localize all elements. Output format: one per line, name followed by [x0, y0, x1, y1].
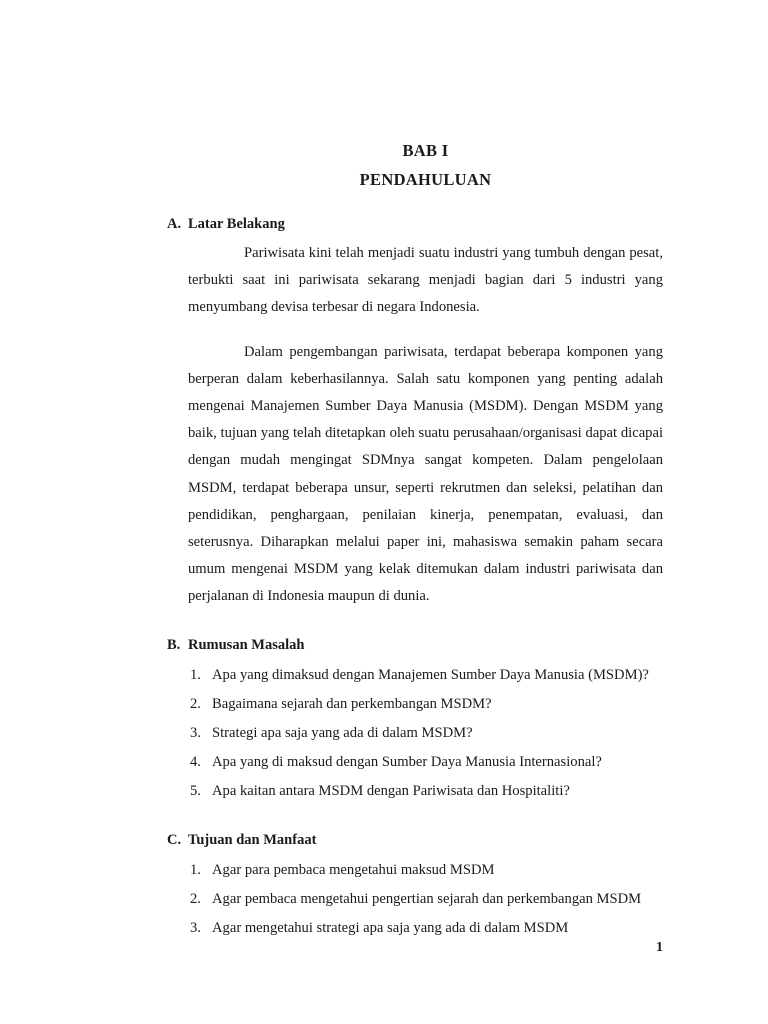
- list-item: [167, 914, 663, 943]
- paragraph: Pariwisata kini telah menjadi suatu industri yang tumbuh dengan pesat, terbukti saat ini pariwisata sekarang menjadi bagian dari 5 industri yang menyumbang devisa terbesar di negara Indonesia.: [188, 245, 663, 316]
- page-number: 1: [656, 940, 663, 955]
- list-item-text: Apa kaitan antara MSDM dengan Pariwisata dan Hospitaliti?: [212, 782, 570, 799]
- list-item-text: Apa yang di maksud dengan Sumber Daya Manusia Internasional?: [212, 753, 602, 770]
- tujuan-dan-manfaat-list: [167, 856, 663, 943]
- section-a-body: [167, 240, 663, 611]
- list-item-number: 5.: [190, 782, 201, 799]
- section-b-marker: B.: [167, 636, 181, 653]
- section-c-marker: C.: [167, 831, 182, 848]
- list-item-text: Agar para pembaca mengetahui maksud MSDM: [212, 861, 495, 878]
- list-item: [167, 719, 663, 748]
- list-item-number: 4.: [190, 753, 201, 770]
- list-item-text: Bagaimana sejarah dan perkembangan MSDM?: [212, 695, 492, 712]
- section-b-heading-text: Rumusan Masalah: [188, 636, 305, 653]
- list-item: [167, 885, 663, 914]
- list-item-number: 3.: [190, 724, 201, 741]
- list-item-number: 2.: [190, 695, 201, 712]
- list-item-number: 1.: [190, 666, 201, 683]
- chapter-title: PENDAHULUAN: [359, 170, 492, 189]
- document-content: [167, 136, 663, 943]
- paragraph: Dalam pengembangan pariwisata, terdapat beberapa komponen yang berperan dalam keberhasilannya. Salah satu komponen yang penting adalah mengenai Manajemen Sumber Daya Manusia (MSDM). Dengan MSDM yang baik, tujuan yang telah ditetapkan oleh suatu perusahaan/organisasi dapat dicapai dengan mudah mengingat SDMnya sangat kompeten. Dalam pengelolaan MSDM, terdapat beberapa unsur, seperti rekrutmen dan seleksi, pelatihan dan pendidikan, penghargaan, penilaian kinerja, penempatan, evaluasi, dan seterusnya. Diharapkan melalui paper ini, mahasiswa semakin paham secara umum mengenai MSDM yang kelak ditemukan dalam industri pariwisata dan perjalanan di Indonesia maupun di dunia.: [188, 343, 663, 605]
- section-c-heading: [167, 828, 663, 852]
- list-item-number: 1.: [190, 861, 201, 878]
- list-item: [167, 856, 663, 885]
- section-tujuan-dan-manfaat: [167, 828, 663, 943]
- chapter-label: BAB I: [402, 141, 449, 160]
- section-a-heading-text: Latar Belakang: [188, 216, 285, 232]
- section-a-marker: A.: [167, 216, 182, 232]
- section-c-heading-text: Tujuan dan Manfaat: [188, 831, 317, 848]
- list-item: [167, 748, 663, 777]
- section-rumusan-masalah: [167, 633, 663, 806]
- list-item: [167, 777, 663, 806]
- list-item-text: Apa yang dimaksud dengan Manajemen Sumber Daya Manusia (MSDM)?: [212, 666, 649, 683]
- list-item: [167, 661, 663, 690]
- list-item-text: Agar mengetahui strategi apa saja yang ada di dalam MSDM: [212, 919, 569, 936]
- list-item: [167, 690, 663, 719]
- list-item-text: Strategi apa saja yang ada di dalam MSDM?: [212, 724, 473, 741]
- section-a-heading: [167, 212, 663, 236]
- section-b-heading: [167, 633, 663, 657]
- list-item-number: 2.: [190, 890, 201, 907]
- list-item-number: 3.: [190, 919, 201, 936]
- rumusan-masalah-list: [167, 661, 663, 806]
- list-item-text: Agar pembaca mengetahui pengertian sejarah dan perkembangan MSDM: [212, 890, 642, 907]
- section-latar-belakang: [167, 212, 663, 611]
